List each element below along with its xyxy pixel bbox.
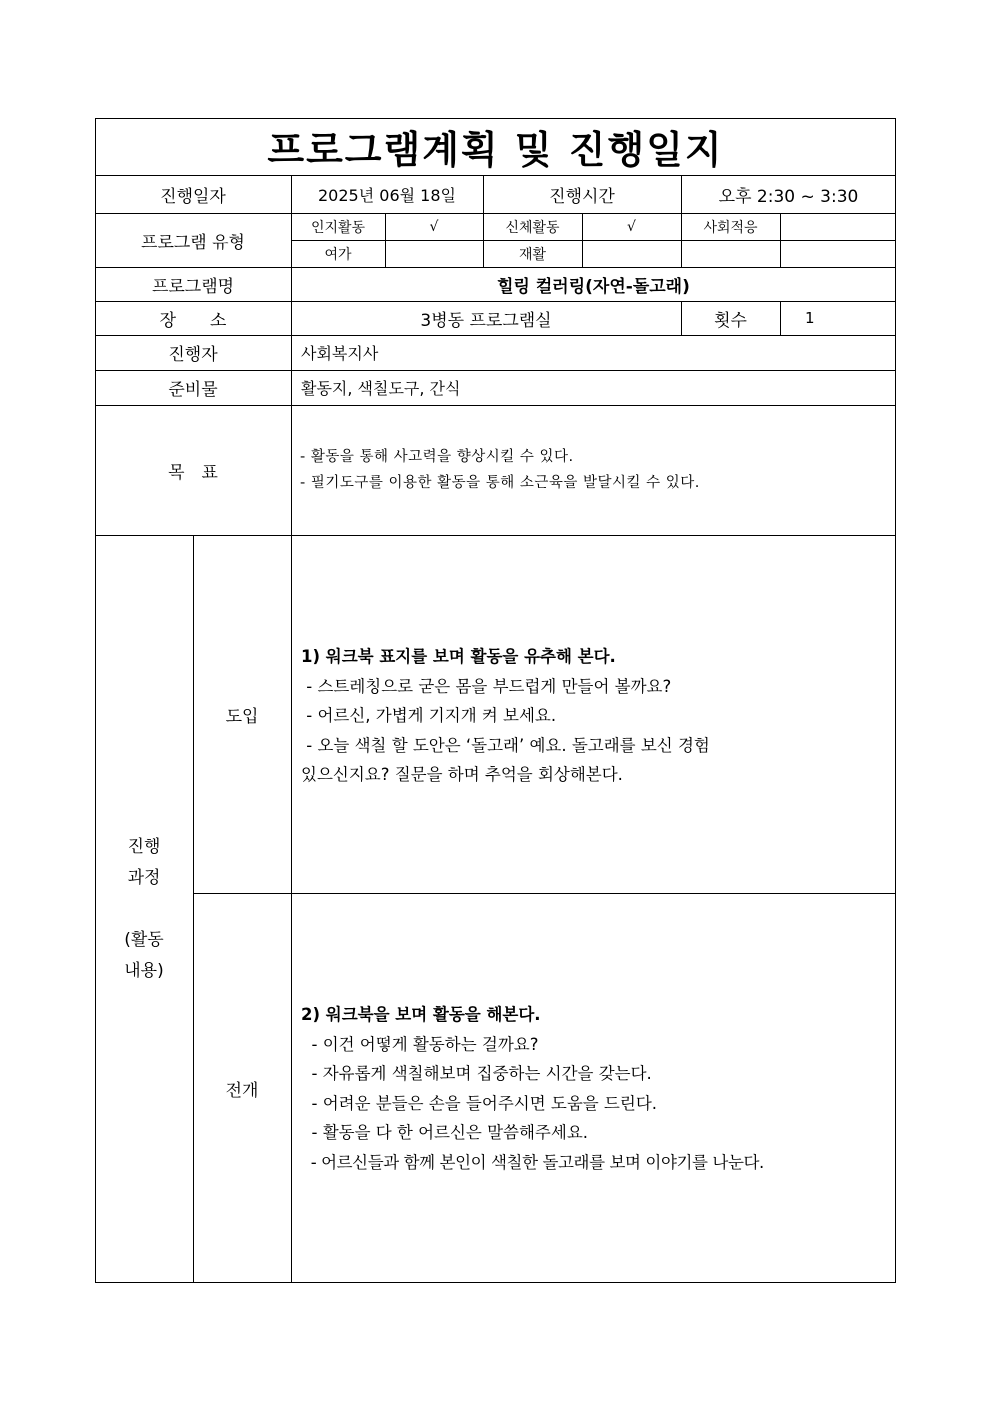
- place-label: 장 소: [159, 310, 227, 331]
- type-cognitive-check: √: [429, 218, 439, 235]
- main-label: 전개: [225, 1080, 259, 1101]
- type-label: 프로그램 유형: [141, 232, 245, 253]
- intro-line: - 스트레칭으로 굳은 몸을 부드럽게 만들어 볼까요?: [301, 676, 672, 696]
- main-line: - 어르신들과 함께 본인이 색칠한 돌고래를 보며 이야기를 나눈다.: [301, 1152, 764, 1172]
- type-physical-check: √: [627, 218, 636, 235]
- leader-value: 사회복지사: [301, 344, 379, 363]
- type-social-label: 사회적응: [703, 219, 758, 236]
- leader-label: 진행자: [168, 345, 218, 365]
- process-label: 진행 과정 (활동 내용): [124, 836, 164, 981]
- row-divider: [193, 893, 896, 894]
- count-label: 횟수: [714, 310, 747, 331]
- type-social-check: [780, 213, 896, 240]
- program-log-form: [95, 118, 896, 1283]
- intro-label: 도입: [225, 706, 259, 727]
- type-physical-label: 신체활동: [505, 219, 560, 236]
- goal-list: [300, 444, 700, 496]
- materials-value: 활동지, 색칠도구, 간식: [301, 379, 461, 398]
- materials-label: 준비물: [168, 380, 218, 400]
- date-label: 진행일자: [160, 186, 226, 207]
- goal-label: 목 표: [168, 462, 218, 483]
- type-leisure-check: [385, 240, 483, 267]
- main-line: - 이건 어떻게 활동하는 걸까요?: [301, 1034, 539, 1054]
- main-content: [301, 1000, 764, 1177]
- page-title: 프로그램계획 및 진행일지: [267, 128, 724, 172]
- main-line: - 활동을 다 한 어르신은 말씀해주세요.: [301, 1123, 588, 1142]
- intro-content: [301, 642, 710, 790]
- main-line: - 어려운 분들은 손을 들어주시면 도움을 드린다.: [301, 1093, 657, 1113]
- type-rehab-check: [582, 240, 681, 267]
- intro-line: 있으신지요? 질문을 하며 추억을 회상해본다.: [301, 765, 623, 784]
- type-cognitive-label: 인지활동: [310, 219, 366, 236]
- main-line: - 자유롭게 색칠해보며 집중하는 시간을 갖는다.: [301, 1064, 652, 1083]
- count-value: 1: [805, 309, 815, 327]
- main-heading: 2) 워크북을 보며 활동을 해본다.: [301, 1005, 541, 1024]
- goal-item: - 활동을 통해 사고력을 향상시킬 수 있다.: [300, 449, 574, 465]
- intro-line: - 어르신, 가볍게 기지개 켜 보세요.: [301, 706, 557, 725]
- type-rehab-label: 재활: [518, 246, 547, 263]
- type-leisure-label: 여가: [324, 246, 352, 263]
- time-label: 진행시간: [549, 186, 615, 207]
- date-value: 2025년 06월 18일: [318, 185, 456, 205]
- time-value: 오후 2:30 ~ 3:30: [718, 186, 859, 207]
- intro-line: - 오늘 색칠 할 도안은 ‘돌고래’ 예요. 돌고래를 보신 경험: [301, 735, 710, 755]
- place-value: 3병동 프로그램실: [420, 310, 552, 331]
- program-name: 힐링 컬러링(자연-돌고래): [497, 276, 690, 297]
- name-label: 프로그램명: [151, 276, 235, 297]
- intro-heading: 1) 워크북 표지를 보며 활동을 유추해 본다.: [301, 647, 616, 666]
- goal-item: - 필기도구를 이용한 활동을 통해 소근육을 발달시킬 수 있다.: [300, 475, 700, 491]
